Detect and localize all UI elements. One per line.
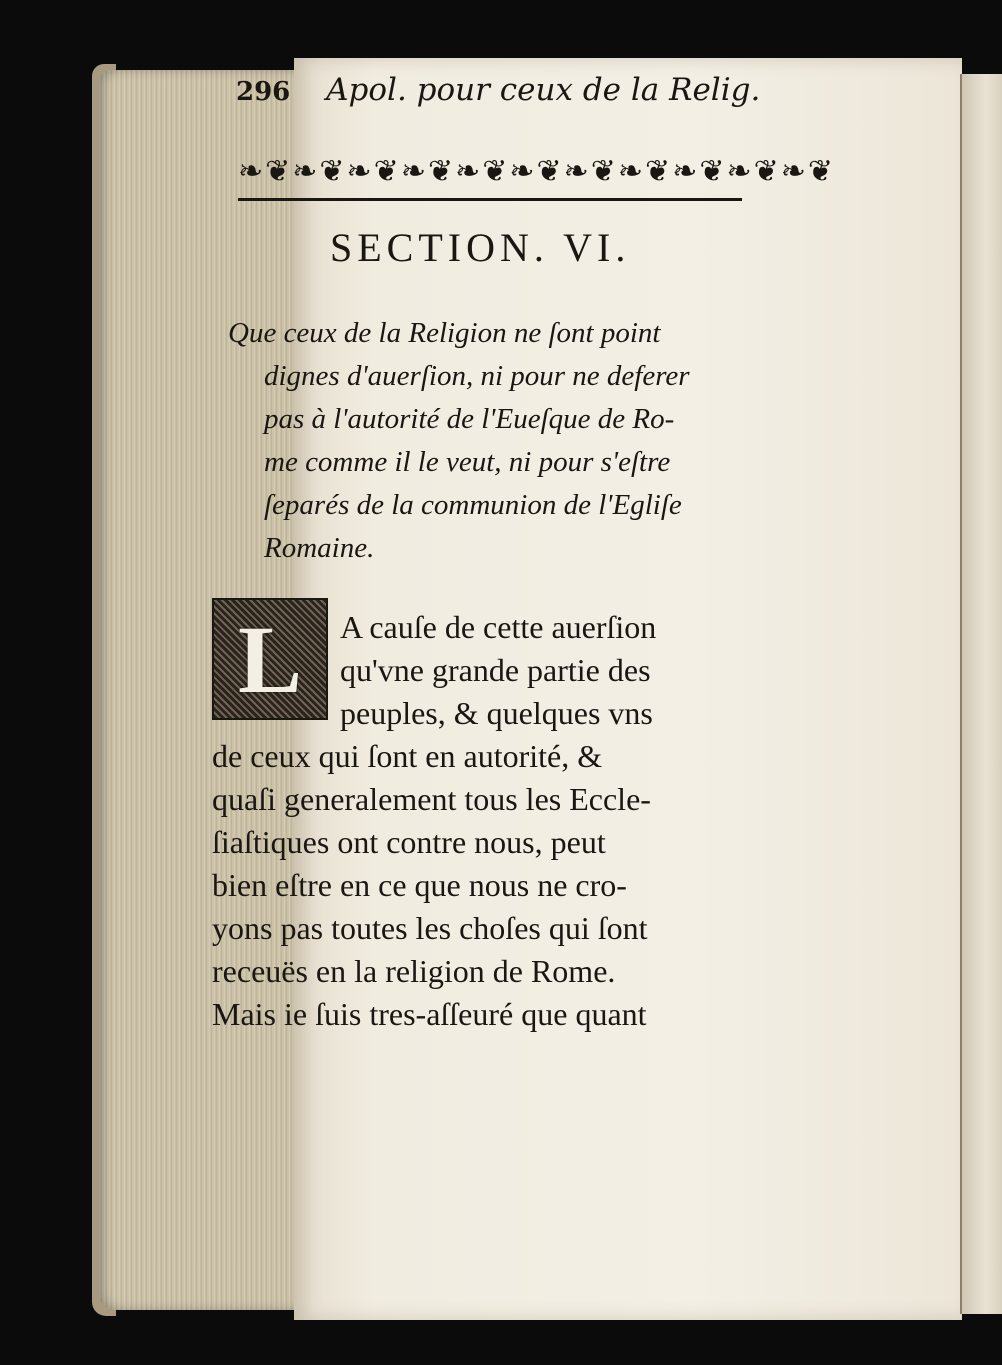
body-line: de ceux qui ſont en autorité, & xyxy=(212,738,603,774)
summary-line: Que ceux de la Religion ne ſont point xyxy=(228,317,661,349)
body-line: yons pas toutes les choſes qui ſont xyxy=(212,910,648,946)
summary-line: pas à l'autorité de l'Eueſque de Ro- xyxy=(264,403,675,435)
body-line: qu'vne grande partie des xyxy=(340,652,651,688)
body-line: bien eſtre en ce que nous ne cro- xyxy=(212,867,627,903)
summary-line: me comme il le veut, ni pour s'eſtre xyxy=(264,446,671,478)
section-summary xyxy=(228,312,748,570)
body-line: ſiaſtiques ont contre nous, peut xyxy=(212,824,606,860)
body-text xyxy=(212,606,732,1036)
facing-page-edge xyxy=(960,74,1002,1314)
body-line: receuës en la religion de Rome. xyxy=(212,953,616,989)
drop-cap-letter: L xyxy=(237,605,303,713)
running-head-title: Apol. pour ceux de la Relig. xyxy=(326,72,761,108)
summary-line: Romaine. xyxy=(264,532,375,564)
section-title: SECTION. VI. xyxy=(330,225,631,270)
summary-line: dignes d'auerſion, ni pour ne deferer xyxy=(264,360,690,392)
body-line: peuples, & quelques vns xyxy=(340,695,653,731)
page-number: 296 xyxy=(236,77,291,107)
summary-line: ſeparés de la communion de l'Egliſe xyxy=(264,489,682,521)
body-line: Mais ie ſuis tres-aſſeuré que quant xyxy=(212,996,647,1032)
decorative-headpiece: ❧❦❧❦❧❦❧❦❧❦❧❦❧❦❧❦❧❦❧❦❧❦ xyxy=(238,146,742,201)
running-head xyxy=(236,72,761,108)
body-line: quaſi generalement tous les Eccle- xyxy=(212,781,651,817)
body-line: A cauſe de cette auerſion xyxy=(340,609,657,645)
